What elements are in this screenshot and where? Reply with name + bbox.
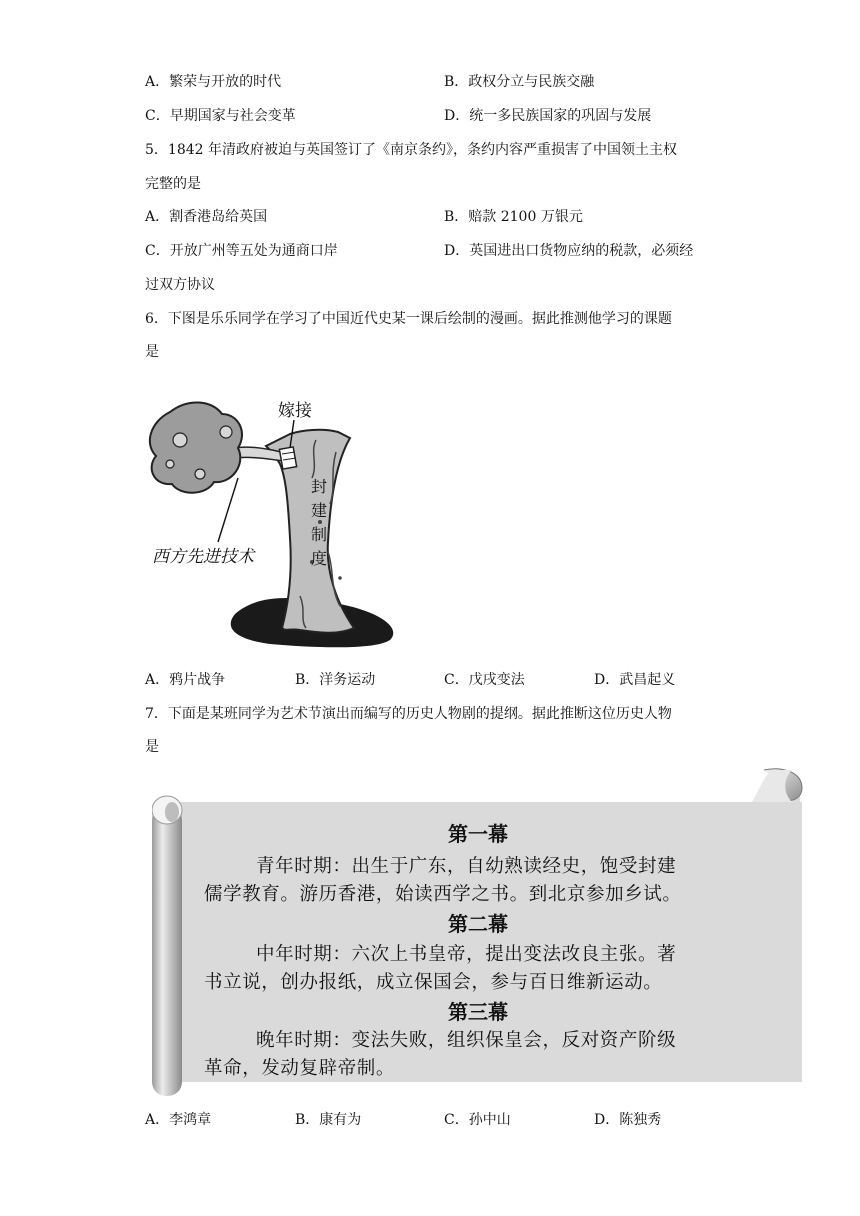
trunk-char-4: 度 bbox=[310, 549, 328, 568]
q5-stem-line2: 完整的是 bbox=[145, 176, 201, 192]
q6-option-b: B．洋务运动 bbox=[295, 672, 376, 688]
play-outline-scroll bbox=[152, 768, 804, 1100]
q6-option-d: D．武昌起义 bbox=[594, 672, 676, 688]
graft-label: 嫁接 bbox=[278, 401, 312, 421]
q5-option-c: C．开放广州等五处为通商口岸 bbox=[145, 243, 338, 259]
act1-line2: 儒学教育。游历香港，始读西学之书。到北京参加乡试。 bbox=[204, 884, 682, 905]
q7-option-d: D．陈独秀 bbox=[594, 1112, 662, 1128]
q4-option-c: C．早期国家与社会变革 bbox=[145, 108, 296, 124]
q7-option-b: B．康有为 bbox=[295, 1112, 362, 1128]
q4-option-d: D．统一多民族国家的巩固与发展 bbox=[444, 108, 652, 124]
q7-option-a: A．李鸿章 bbox=[145, 1112, 212, 1128]
act3-line2: 革命，发动复辟帝制。 bbox=[204, 1058, 396, 1079]
act2-title: 第二幕 bbox=[448, 912, 508, 936]
q5-option-b: B．赔款 2100 万银元 bbox=[444, 209, 583, 225]
q6-stem-line1: 6．下图是乐乐同学在学习了中国近代史某一课后绘制的漫画。据此推测他学习的课题 bbox=[145, 311, 672, 327]
q7-option-c: C．孙中山 bbox=[444, 1112, 511, 1128]
act1-line1: 青年时期：出生于广东，自幼熟读经史，饱受封建 bbox=[256, 856, 677, 877]
q7-stem-line1: 7．下面是某班同学为艺术节演出而编写的历史人物剧的提纲。据此推断这位历史人物 bbox=[145, 706, 672, 722]
act3-line1: 晚年时期：变法失败，组织保皇会，反对资产阶级 bbox=[256, 1030, 677, 1051]
q7-stem-line2: 是 bbox=[145, 739, 159, 755]
q5-stem-line1: 5．1842 年清政府被迫与英国签订了《南京条约》，条约内容严重损害了中国领土主权 bbox=[145, 142, 677, 158]
grafting-cartoon bbox=[140, 392, 410, 650]
q5-option-a: A．割香港岛给英国 bbox=[145, 209, 268, 225]
act1-title: 第一幕 bbox=[448, 822, 508, 846]
western-technology-label: 西方先进技术 bbox=[152, 547, 254, 567]
q4-option-a: A．繁荣与开放的时代 bbox=[145, 74, 282, 90]
q5-option-d-line1: D．英国进出口货物应纳的税款，必须经 bbox=[444, 243, 694, 259]
trunk-char-1: 封 bbox=[310, 477, 328, 496]
q5-option-d-line2: 过双方协议 bbox=[145, 277, 215, 293]
act3-title: 第三幕 bbox=[448, 1000, 508, 1024]
trunk-char-2: 建 bbox=[310, 501, 328, 520]
trunk-char-3: 制 bbox=[310, 525, 328, 544]
q4-option-b: B．政权分立与民族交融 bbox=[444, 74, 595, 90]
act2-line1: 中年时期：六次上书皇帝，提出变法改良主张。著 bbox=[256, 944, 677, 965]
q6-stem-line2: 是 bbox=[145, 344, 159, 360]
q6-option-a: A．鸦片战争 bbox=[145, 672, 226, 688]
act2-line2: 书立说，创办报纸，成立保国会，参与百日维新运动。 bbox=[204, 972, 663, 993]
q6-option-c: C．戊戌变法 bbox=[444, 672, 525, 688]
